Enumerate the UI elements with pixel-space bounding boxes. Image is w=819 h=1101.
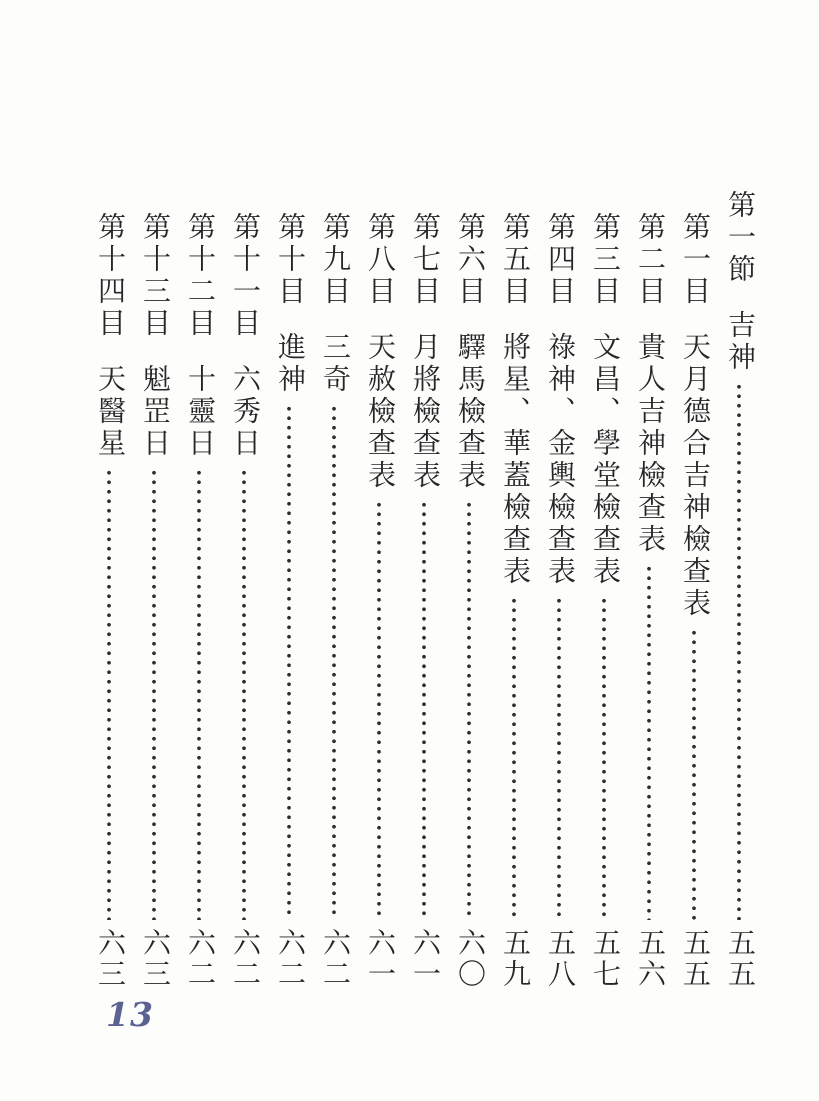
dot-leader [500, 596, 528, 920]
toc-entry [410, 190, 438, 990]
entry-label: 第四目 [544, 212, 575, 308]
entry-page-number: 六三 [139, 928, 170, 990]
entry-title: 吉神 [724, 310, 755, 374]
entry-label: 第六目 [454, 212, 485, 308]
entry-page-number: 五七 [589, 928, 620, 990]
dot-leader [275, 404, 303, 920]
dot-leader [365, 500, 393, 920]
entry-label: 第九目 [319, 212, 350, 308]
entry-page-number: 六三 [94, 928, 125, 990]
dot-leader [95, 468, 123, 920]
entry-page-number: 六二 [319, 928, 350, 990]
toc-entry [545, 190, 573, 990]
dot-leader [185, 468, 213, 920]
dot-leader [680, 628, 708, 920]
dot-leader [410, 500, 438, 920]
folio-page-number: 13 [106, 995, 154, 1034]
entry-title: 天赦檢查表 [364, 332, 395, 492]
entry-page-number: 六二 [184, 928, 215, 990]
entry-page-number: 六二 [229, 928, 260, 990]
dot-leader [320, 404, 348, 920]
toc-entry [590, 190, 618, 990]
toc-entry-section [725, 190, 753, 990]
entry-label: 第三目 [589, 212, 620, 308]
toc-entry [455, 190, 483, 990]
dot-leader [140, 468, 168, 920]
dot-leader [545, 596, 573, 920]
toc-entry [680, 190, 708, 990]
dot-leader [455, 500, 483, 920]
entry-label: 第十一目 [229, 212, 260, 340]
entry-title: 貴人吉神檢查表 [634, 332, 665, 556]
entry-title: 十靈日 [184, 364, 215, 460]
entry-label: 第一節 [724, 190, 755, 286]
entry-page-number: 五五 [724, 928, 755, 990]
entry-label: 第一目 [679, 212, 710, 308]
entry-page-number: 五五 [679, 928, 710, 990]
toc-entry [320, 190, 348, 990]
entry-label: 第二目 [634, 212, 665, 308]
entry-page-number: 五六 [634, 928, 665, 990]
entry-page-number: 五八 [544, 928, 575, 990]
entry-title: 六秀日 [229, 364, 260, 460]
entry-title: 進神 [274, 332, 305, 396]
entry-label: 第十四目 [94, 212, 125, 340]
entry-label: 第五目 [499, 212, 530, 308]
entry-title: 三奇 [319, 332, 350, 396]
entry-label: 第八目 [364, 212, 395, 308]
entry-page-number: 六一 [409, 928, 440, 990]
toc-entry [365, 190, 393, 990]
dot-leader [635, 564, 663, 920]
entry-title: 文昌、學堂檢查表 [589, 332, 620, 588]
dot-leader [230, 468, 258, 920]
entry-page-number: 五九 [499, 928, 530, 990]
entry-title: 驛馬檢查表 [454, 332, 485, 492]
entry-page-number: 六一 [364, 928, 395, 990]
entry-page-number: 六二 [274, 928, 305, 990]
entry-title: 天月德合吉神檢查表 [679, 332, 710, 620]
entry-page-number: 六〇 [454, 928, 485, 990]
toc-entry [185, 190, 213, 990]
dot-leader [590, 596, 618, 920]
entry-title: 將星、華蓋檢查表 [499, 332, 530, 588]
toc-entry [635, 190, 663, 990]
entry-title: 月將檢查表 [409, 332, 440, 492]
dot-leader [725, 382, 753, 920]
toc-entry [95, 190, 123, 990]
entry-label: 第七目 [409, 212, 440, 308]
entry-title: 天醫星 [94, 364, 125, 460]
entry-title: 祿神、金輿檢查表 [544, 332, 575, 588]
entry-label: 第十目 [274, 212, 305, 308]
toc-entry [140, 190, 168, 990]
toc-entry [275, 190, 303, 990]
entry-label: 第十二目 [184, 212, 215, 340]
table-of-contents [95, 190, 753, 990]
toc-entry [230, 190, 258, 990]
toc-entry [500, 190, 528, 990]
entry-title: 魁罡日 [139, 364, 170, 460]
entry-label: 第十三目 [139, 212, 170, 340]
